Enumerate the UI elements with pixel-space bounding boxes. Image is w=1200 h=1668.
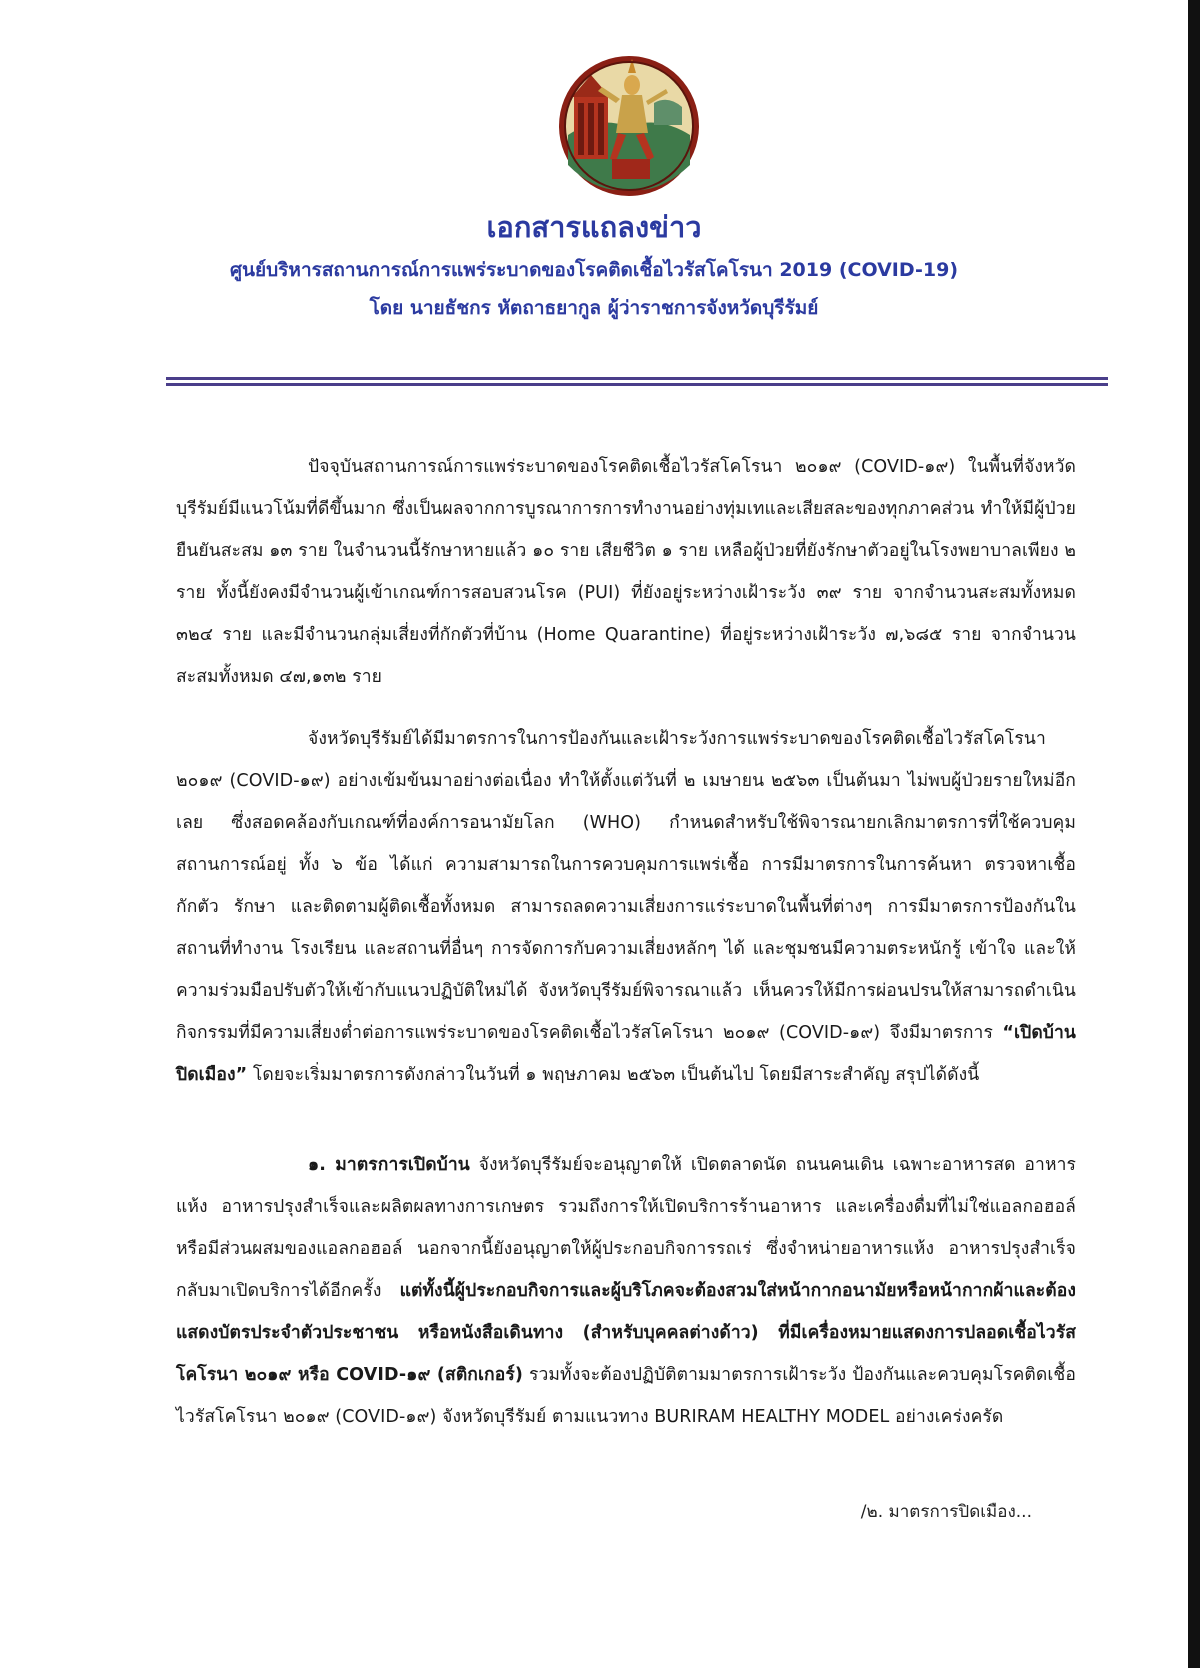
continuation-note: /๒. มาตรการปิดเมือง... xyxy=(860,1502,1032,1522)
page-edge-border xyxy=(1188,0,1200,1668)
document-subtitle-governor: โดย นายธัชกร หัตถาธยากูล ผู้ว่าราชการจังหวัดบุรีรัมย์ xyxy=(369,297,819,319)
paragraph-measures-start: จังหวัดบุรีรัมย์ได้มีมาตรการในการป้องกันและเฝ้าระวังการแพร่ระบาดของโรคติดเชื้อไวรัสโคโรนา ๒๐๑๙ (COVID-๑๙) อย่างเข้มข้นมาอย่างต่อเนื่อง ทำให้ตั้งแต่วันที่ ๒ เมษายน ๒๕๖๓ เป็นต้นมา ไม่พบผู้ป่วยรายใหม่อีกเลย ซึ่งสอดคล้องกับเกณฑ์ที่องค์การอนามัยโลก (WHO) กำหนดสำหรับใช้พิจารณายกเลิกมาตรการที่ใช้ควบคุมสถานการณ์อยู่ ทั้ง ๖ ข้อ ได้แก่ ความสามารถในการควบคุมการแพร่เชื้อ การมีมาตรการในการค้นหา ตรวจหาเชื้อ กักตัว รักษา และติดตามผู้ติดเชื้อทั้งหมด สามารถลดความเสี่ยงการแร่ระบาดในพื้นที่ต่างๆ การมีมาตรการป้องกันในสถานที่ทำงาน โรงเรียน และสถานที่อื่นๆ การจัดการกับความเสี่ยงหลักๆ ได้ และชุมชนมีความตระหนักรู้ เข้าใจ และให้ความร่วมมือปรับตัวให้เข้ากับแนวปฏิบัติใหม่ได้ จังหวัดบุรีรัมย์พิจารณาแล้ว เห็นควรให้มีการผ่อนปรนให้สามารถดำเนินกิจกรรมที่มีความเสี่ยงต่ำต่อการแพร่ระบาดของโรคติดเชื้อไวรัสโคโรนา ๒๐๑๙ (COVID-๑๙) จึงมีมาตรการ xyxy=(176,729,1076,1043)
paragraph-measures xyxy=(176,718,1076,1096)
open-home-compliance: รวมทั้งจะต้องปฏิบัติตามมาตรการเฝ้าระวัง ป้องกันและควบคุมโรคติดเชื้อไวรัสโคโรนา ๒๐๑๙ (COVID-๑๙) จังหวัดบุรีรัมย์ ตามแนวทาง BURIRAM HEALTHY MODEL อย่างเคร่งครัด xyxy=(176,1365,1076,1427)
document-subtitle-center: ศูนย์บริหารสถานการณ์การแพร่ระบาดของโรคติดเชื้อไวรัสโคโรนา 2019 (COVID-19) xyxy=(229,259,958,281)
paragraph-open-home xyxy=(176,1144,1076,1438)
open-home-text: จังหวัดบุรีรัมย์จะอนุญาตให้ เปิดตลาดนัด ถนนคนเดิน เฉพาะอาหารสด อาหารแห้ง อาหารปรุงสำเร็จและผลิตผลทางการเกษตร รวมถึงการให้เปิดบริการร้านอาหาร และเครื่องดื่มที่ไม่ใช่แอลกอฮอล์ หรือมีส่วนผสมของแอลกอฮอล์ นอกจากนี้ยังอนุญาตให้ผู้ประกอบกิจการรถเร่ ซึ่งจำหน่ายอาหารแห้ง อาหารปรุงสำเร็จ กลับมาเปิดบริการได้อีกครั้ง xyxy=(176,1155,1077,1301)
paragraph-situation: ปัจจุบันสถานการณ์การแพร่ระบาดของโรคติดเชื้อไวรัสโคโรนา ๒๐๑๙ (COVID-๑๙) ในพื้นที่จังหวัดบุรีรัมย์มีแนวโน้มที่ดีขึ้นมาก ซึ่งเป็นผลจากการบูรณาการการทำงานอย่างทุ่มเทและเสียสละของทุกภาคส่วน ทำให้มีผู้ป่วยยืนยันสะสม ๑๓ ราย ในจำนวนนี้รักษาหายแล้ว ๑๐ ราย เสียชีวิต ๑ ราย เหลือผู้ป่วยที่ยังรักษาตัวอยู่ในโรงพยาบาลเพียง ๒ ราย ทั้งนี้ยังคงมีจำนวนผู้เข้าเกณฑ์การสอบสวนโรค (PUI) ที่ยังอยู่ระหว่างเฝ้าระวัง ๓๙ ราย จากจำนวนสะสมทั้งหมด ๓๒๔ ราย และมีจำนวนกลุ่มเสี่ยงที่กักตัวที่บ้าน (Home Quarantine) ที่อยู่ระหว่างเฝ้าระวัง ๗,๖๘๕ ราย จากจำนวนสะสมทั้งหมด ๔๗,๑๓๒ ราย xyxy=(176,457,1076,687)
header-divider xyxy=(166,377,1108,387)
divider-line-bottom xyxy=(166,383,1108,386)
paragraph-measures-end: โดยจะเริ่มมาตรการดังกล่าวในวันที่ ๑ พฤษภาคม ๒๕๖๓ เป็นต้นไป โดยมีสาระสำคัญ สรุปได้ดังนี้ xyxy=(252,1065,980,1085)
open-home-heading: ๑. มาตรการเปิดบ้าน xyxy=(308,1155,470,1175)
document-title: เอกสารแถลงข่าว xyxy=(486,210,702,244)
buriram-province-seal-icon xyxy=(558,55,700,197)
open-home-condition: แต่ทั้งนี้ผู้ประกอบกิจการและผู้บริโภคจะต้องสวมใส่หน้ากากอนามัยหรือหน้ากากผ้าและต้องแสดงบัตรประจำตัวประชาชน หรือหนังสือเดินทาง (สำหรับบุคคลต่างด้าว) ที่มีเครื่องหมายแสดงการปลอดเชื้อไวรัสโคโรนา ๒๐๑๙ หรือ COVID-๑๙ (สติกเกอร์) xyxy=(176,1281,1076,1385)
open-home-close-city-slogan: “เปิดบ้าน ปิดเมือง” xyxy=(176,1023,1076,1085)
divider-line-top xyxy=(166,377,1108,380)
